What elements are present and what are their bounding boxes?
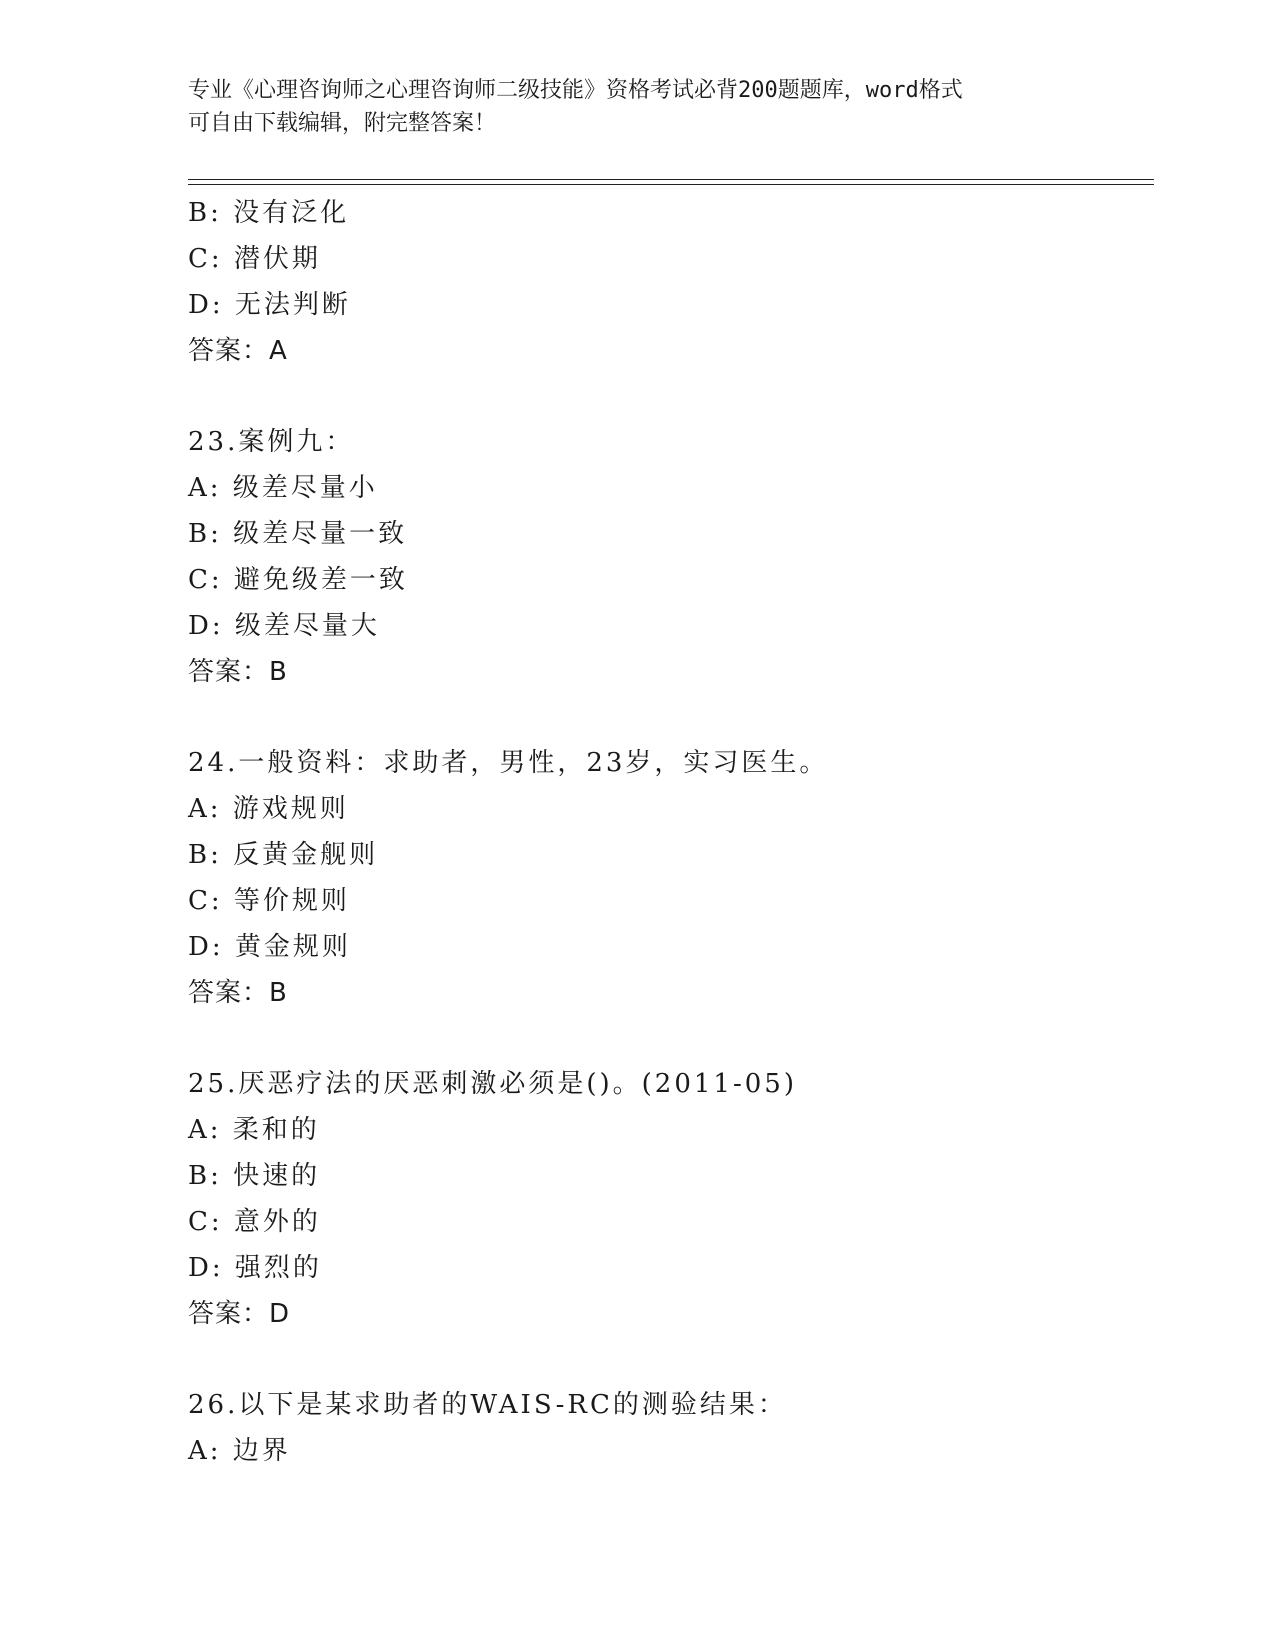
answer-line: 答案：B	[188, 978, 288, 1008]
option-d: D: 级差尽量大	[188, 611, 380, 641]
option-c: C: 潜伏期	[188, 244, 321, 274]
option-a: A: 柔和的	[188, 1115, 320, 1145]
question-block-24	[188, 740, 1148, 1016]
answer-line: 答案：D	[188, 1299, 291, 1329]
question-text: 25.厌恶疗法的厌恶刺激必须是()。(2011-05)	[188, 1069, 797, 1099]
header-divider-bottom	[188, 184, 1154, 185]
question-block-22-continued	[188, 190, 1148, 374]
question-block-23	[188, 419, 1148, 695]
question-block-25	[188, 1061, 1148, 1337]
option-b: B: 级差尽量一致	[188, 519, 408, 549]
option-d: D: 无法判断	[188, 290, 351, 320]
option-c: C: 避免级差一致	[188, 565, 408, 595]
question-list	[188, 190, 1148, 1519]
option-c: C: 意外的	[188, 1207, 321, 1237]
option-d: D: 强烈的	[188, 1253, 322, 1283]
header-line-1: 专业《心理咨询师之心理咨询师二级技能》资格考试必背200题题库，word格式	[188, 78, 963, 103]
document-header	[188, 74, 1068, 140]
question-text: 23.案例九：	[188, 427, 355, 457]
option-b: B: 没有泛化	[188, 198, 350, 228]
option-c: C: 等价规则	[188, 886, 350, 916]
header-line-2: 可自由下载编辑，附完整答案！	[188, 111, 497, 136]
option-d: D: 黄金规则	[188, 932, 351, 962]
option-b: B: 反黄金舰则	[188, 840, 379, 870]
question-block-26	[188, 1382, 1148, 1474]
question-text: 26.以下是某求助者的WAIS-RC的测验结果：	[188, 1390, 787, 1420]
option-a: A: 级差尽量小	[188, 473, 378, 503]
answer-line: 答案：B	[188, 657, 288, 687]
question-text: 24.一般资料：求助者，男性，23岁，实习医生。	[188, 748, 829, 778]
option-b: B: 快速的	[188, 1161, 321, 1191]
option-a: A: 边界	[188, 1436, 291, 1466]
header-divider-top	[188, 179, 1154, 180]
option-a: A: 游戏规则	[188, 794, 349, 824]
answer-line: 答案：A	[188, 336, 288, 366]
